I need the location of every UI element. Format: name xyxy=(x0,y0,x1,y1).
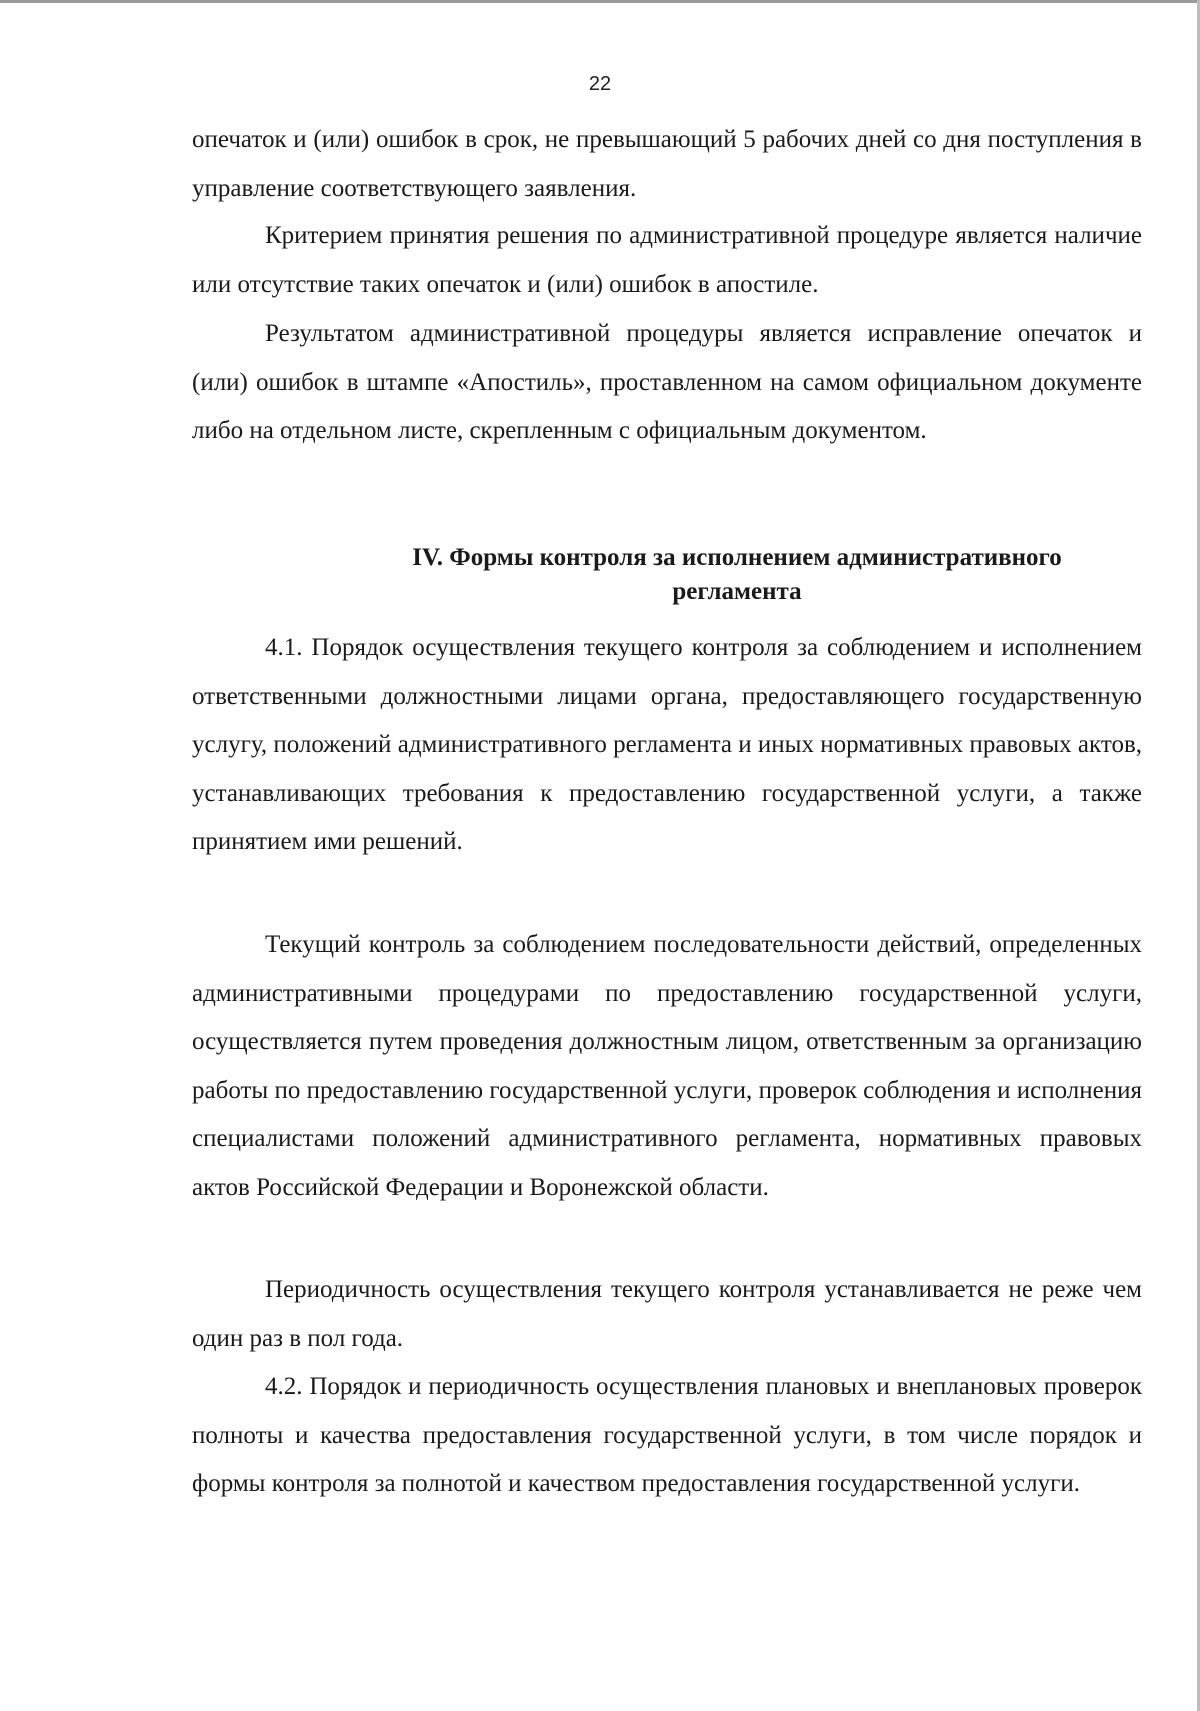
section-heading xyxy=(192,541,1142,609)
paragraph-periodicity: Периодичность осуществления текущего контроля устанавливается не реже чем один раз в пол года. xyxy=(192,1276,1142,1352)
paragraph-continuation: опечаток и (или) ошибок в срок, не превышающий 5 рабочих дней со дня поступления в управление соответствующего заявления. xyxy=(192,126,1142,202)
paragraph-result: Результатом административной процедуры является исправление опечаток и (или) ошибок в штампе «Апостиль», проставленном на самом официальном документе либо на отдельном листе, скрепленным с официальным документом. xyxy=(192,320,1142,445)
page-number: 22 xyxy=(588,73,612,95)
section-heading-line-1: IV. Формы контроля за исполнением административного xyxy=(412,544,1062,571)
paragraph-4-2: 4.2. Порядок и периодичность осуществления плановых и внеплановых проверок полноты и качества предоставления государственной услуги, в том числе порядок и формы контроля за полнотой и качеством предоставления государственной услуги. xyxy=(192,1373,1142,1498)
section-heading-line-2: регламента xyxy=(672,578,802,605)
paragraph-criterion: Критерием принятия решения по административной процедуре является наличие или отсутствие таких опечаток и (или) ошибок в апостиле. xyxy=(192,222,1142,298)
paragraph-current-control: Текущий контроль за соблюдением последовательности действий, определенных административными процедурами по предоставлению государственной услуги, осуществляется путем проведения должностным лицом, ответственным за организацию работы по предоставлению государственной услуги, проверок соблюдения и исполнения специалистами положений административного регламента, нормативных правовых актов Российской Федерации и Воронежской области. xyxy=(192,931,1142,1201)
paragraph-4-1: 4.1. Порядок осуществления текущего контроля за соблюдением и исполнением ответственными должностными лицами органа, предоставляющего государственную услугу, положений административного регламента и иных нормативных правовых актов, устанавливающих требования к предоставлению государственной услуги, а также принятием ими решений. xyxy=(192,634,1142,856)
scan-edge-top xyxy=(0,0,1200,3)
